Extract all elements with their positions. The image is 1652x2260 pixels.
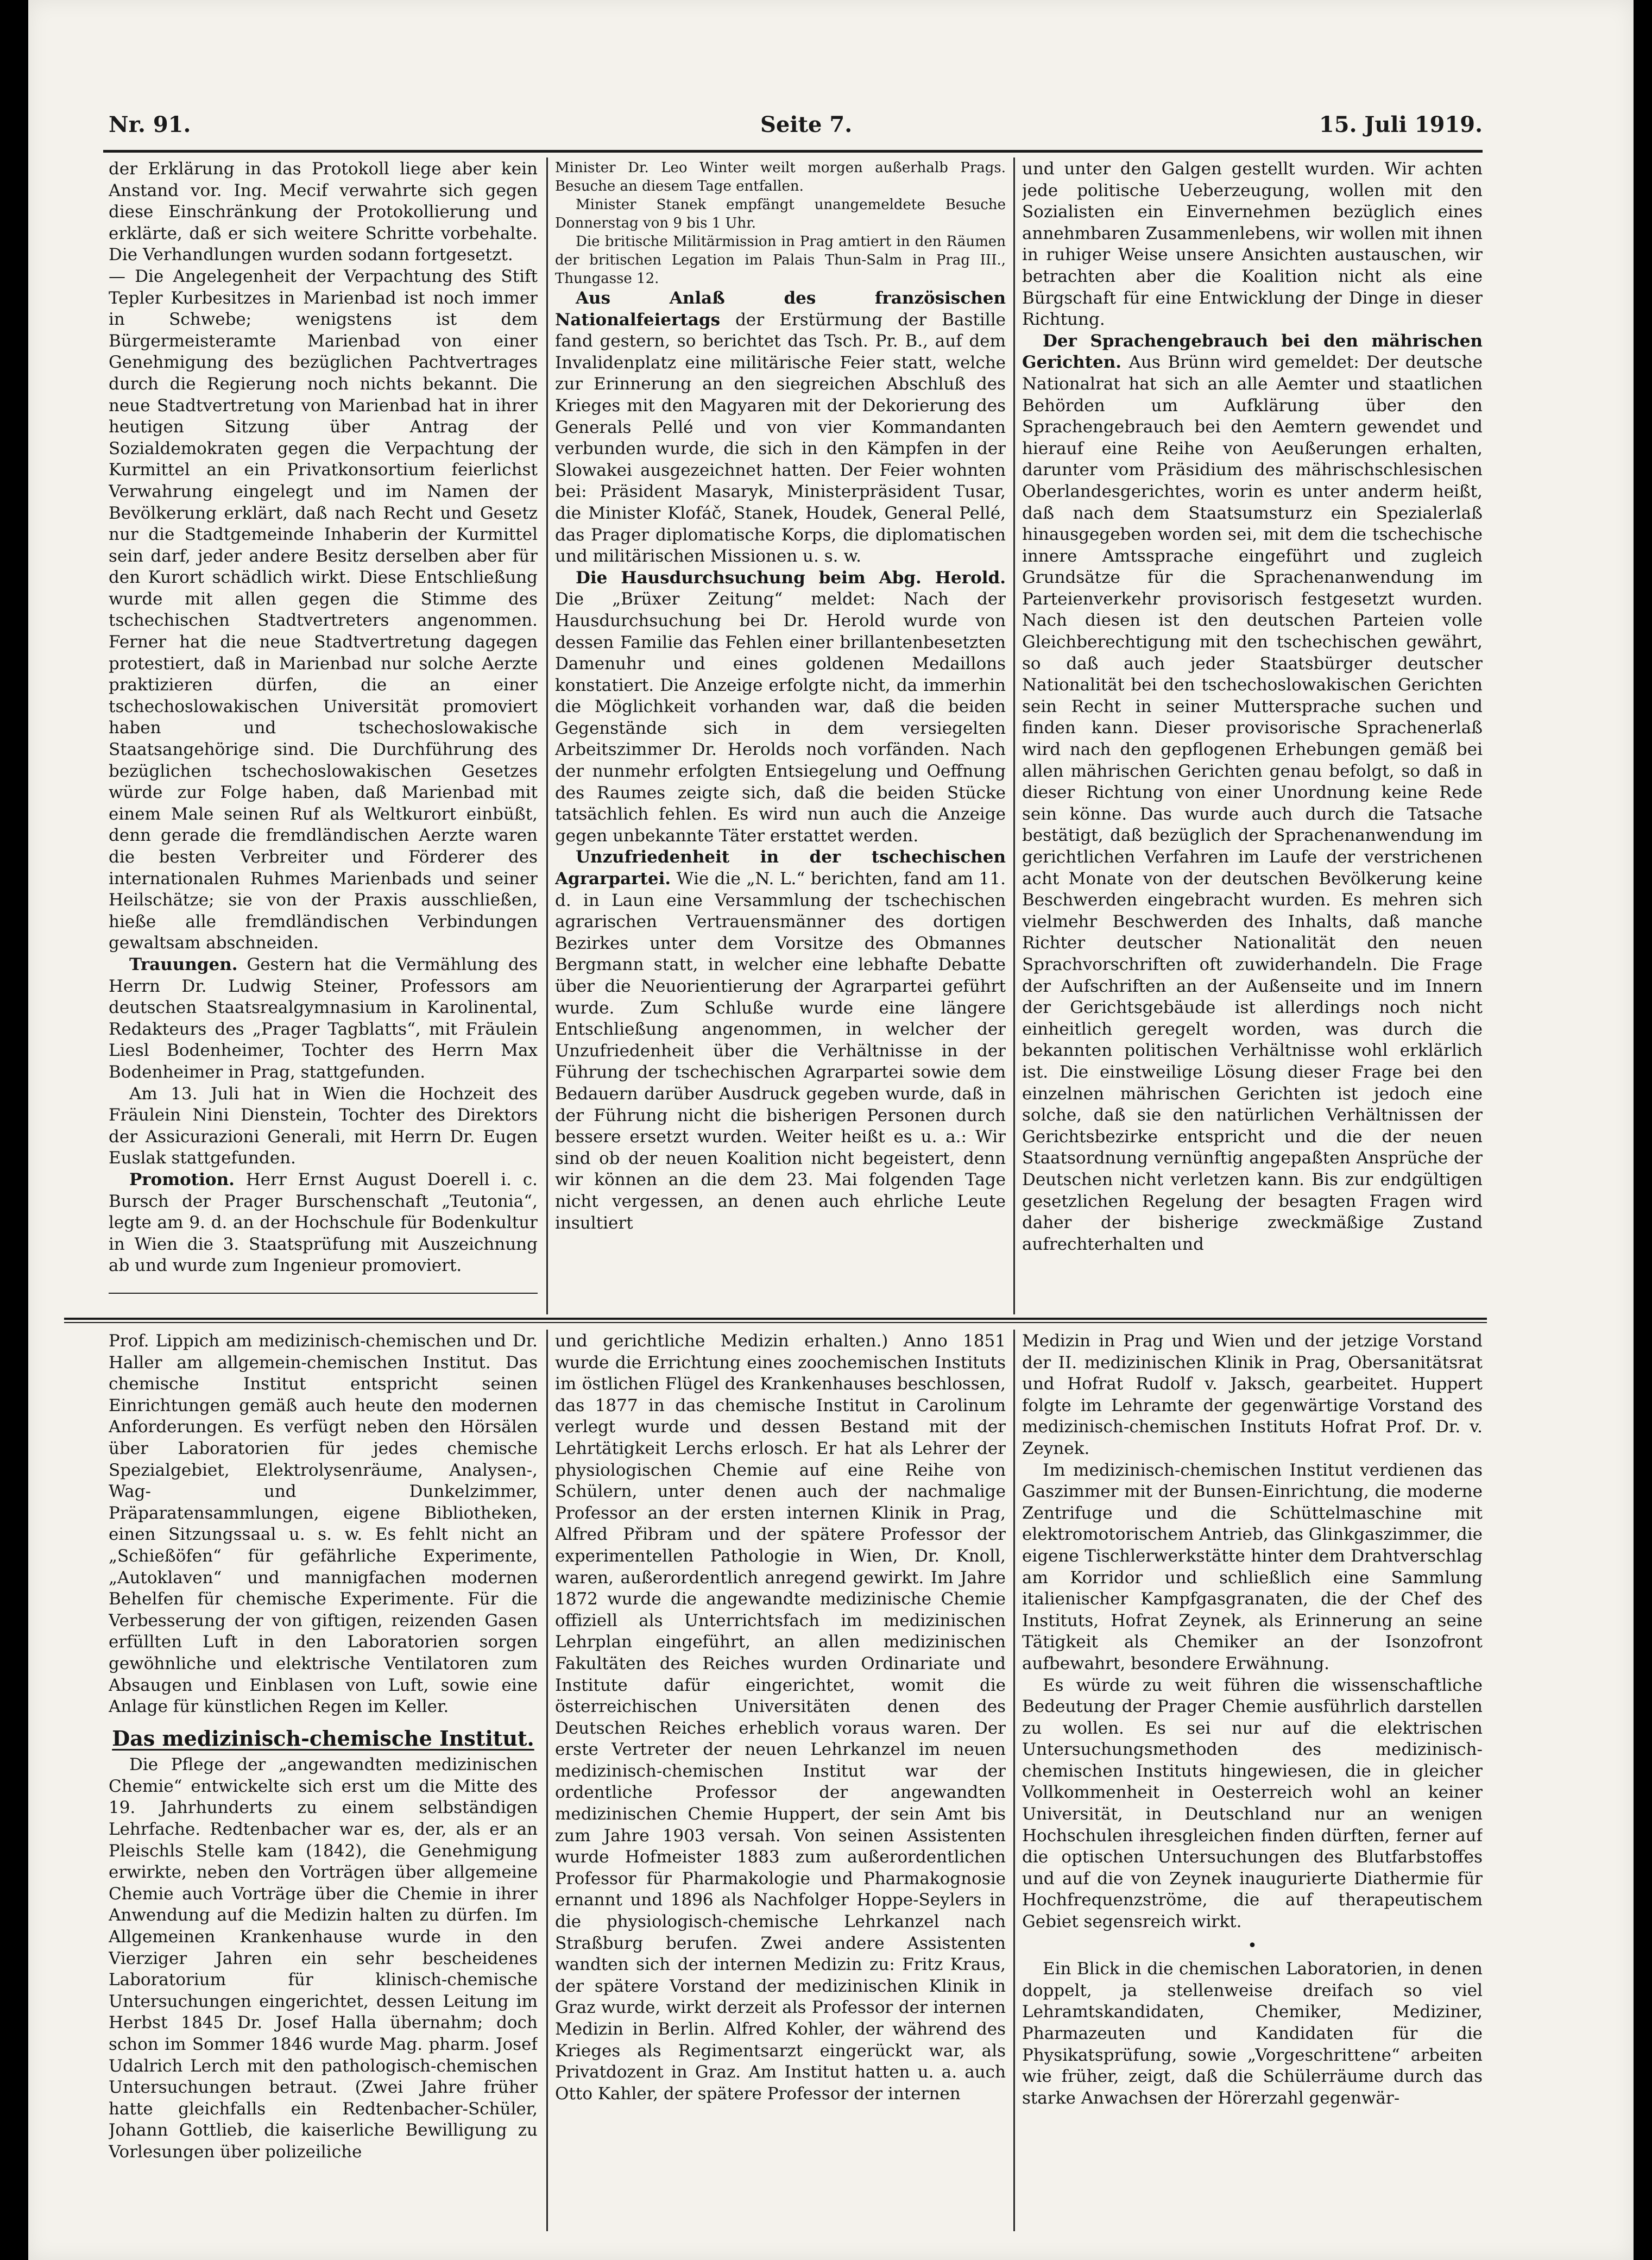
paragraph-lead: Aus Anlaß des französischen Nationalfeiertags [555,288,1006,330]
top-column-1 [109,159,538,1310]
paragraph-text: — Die Angelegenheit der Verpachtung des Stift Tepler Kurbesitzes in Marienbad ist noch immer in Schwebe; wenigstens ist dem Bürgermeisteramte Marienbad von einer Genehmigung des bezüglichen Pachtvertrages durch die Regierung noch nichts bekannt. Die neue Stadtvertretung von Marienbad hat in ihrer heutigen Sitzung über Antrag der Sozialdemokraten gegen die Verpachtung der Kurmittel an ein Privatkonsortium feierlichst Verwahrung eingelegt und im Namen der Bevölkerung erklärt, daß nach Recht und Gesetz nur die Stadtgemeinde Inhaberin der Kurmittel sein darf, jeder andere Besitz derselben aber für den Kurort schädlich wirkt. Diese Entschließung wurde mit allen gegen die Stimme des tschechischen Stadtvertreters angenommen. Ferner hat die neue Stadtvertretung dagegen protestiert, daß in Marienbad nur solche Aerzte praktizieren dürfen, die an einer tschechoslowakischen Universität promoviert haben und tschechoslowakische Staatsangehörige sind. Die Durchführung des bezüglichen tschechoslowakischen Gesetzes würde zur Folge haben, daß Marienbad mit einem Male seinen Ruf als Weltkurort einbüßt, denn gerade die fremdländischen Aerzte waren die besten Verbreiter und Förderer des internationalen Ruhmes Marienbads und seiner Heilschätze; sie von der Praxis ausschließen, hieße alle fremdländischen Verbindungen gewaltsam abschneiden. [109,266,538,953]
paragraph [1022,159,1483,331]
column-rule [546,158,548,1314]
paragraph-text: Im medizinisch-chemischen Institut verdienen das Gaszimmer mit der Bunsen-Einrichtung, die moderne Zentrifuge und die Schüttelmaschine mit elektromotorischem Antrieb, das Glinkgaszimmer, die eigene Tischlerwerkstätte hinter dem Drahtverschlag am Korridor und schließlich eine Sammlung italienischer Kampfgasgranaten, die der Chef des Instituts, Hofrat Zeynek, als Erinnerung an seine Tätigkeit als Chemiker an der Isonzofront aufbewahrt, besondere Erwähnung. [1022,1460,1483,1673]
paragraph [1022,1959,1483,2109]
scan-edge [1634,0,1652,2260]
separator-dot: • [1247,1936,1257,1955]
paragraph [109,1331,538,1718]
paragraph-lead: Die Hausdurchsuchung beim Abg. Herold. [576,568,1006,588]
section-divider [64,1318,1487,1323]
paragraph-text: der Erklärung in das Protokoll liege aber kein Anstand vor. Ing. Mecif verwahrte sich gegen diese Einschränkung der Protokollierung und erklärte, daß er sich weitere Schritte vorbehalte. Die Verhandlungen wurden sodann fortgesetzt. [109,159,538,265]
page-header [109,106,1483,144]
paragraph [555,1331,1006,2105]
paragraph [555,568,1006,847]
paragraph-text: der Erstürmung der Bastille fand gestern, so berichtet das Tsch. Pr. B., auf dem Invalidenplatz eine militärische Feier statt, welche zur Erinnerung an den siegreichen Abschluß des Krieges mit den Magyaren mit der Dekorierung des Generals Pellé und von vier Kommandanten verbunden wurde, die sich in den Kämpfen in der Slowakei ausgezeichnet hatten. Der Feier wohnten bei: Präsident Masaryk, Ministerpräsident Tusar, die Minister Klofáč, Stanek, Houdek, General Pellé, das Prager diplomatische Korps, die diplomatischen und militärischen Missionen u. s. w. [555,310,1006,566]
paragraph-text: Gestern hat die Vermählung des Herrn Dr. Ludwig Steiner, Professors am deutschen Staatsrealgymnasium in Karolinental, Redakteurs des „Prager Tagblatts“, mit Fräulein Liesl Bodenheimer, Tochter des Herrn Max Bodenheimer in Prag, stattgefunden. [109,954,538,1082]
bottom-column-3 [1022,1331,1483,2232]
top-column-2 [555,159,1006,1310]
section-heading: Das medizinisch-chemische Institut. [112,1726,534,1751]
paragraph-text: Minister Stanek empfängt unangemeldete Besuche Donnerstag von 9 bis 1 Uhr. [555,197,1006,231]
paragraph-lead: Promotion. [129,1169,235,1189]
paragraph-text: Die „Brüxer Zeitung“ meldet: Nach der Hausdurchsuchung bei Dr. Herold wurde von dessen Familie das Fehlen einer brillantenbesetzten Damenuhr und eines goldenen Medaillons konstatiert. Die Anzeige erfolgte nicht, da immerhin die Möglichkeit vorhanden war, daß die beiden Gegenstände sich in dem versiegelten Arbeitszimmer Dr. Herolds noch vorfänden. Nach der nunmehr erfolgten Entsiegelung und Oeffnung des Raumes zeigte sich, daß die beiden Stücke tatsächlich fehlen. Es wird nun auch die Anzeige gegen unbekannte Täter erstattet werden. [555,589,1006,846]
bottom-column-1 [109,1331,538,2232]
column-rule [546,1330,548,2231]
paragraph-text: und gerichtliche Medizin erhalten.) Anno 1851 wurde die Errichtung eines zoochemischen Instituts im östlichen Flügel des Krankenhauses beschlossen, das 1877 in das chemische Institut in Carolinum verlegt wurde und dessen Bestand mit der Lehrtätigkeit Lerchs erlosch. Er hat als Lehrer der physiologischen Chemie auf eine Reihe von Schülern, unter denen auch der nachmalige Professor an der ersten internen Klinik in Prag, Alfred Přibram und der spätere Professor der experimentellen Pathologie in Wien, Dr. Knoll, waren, außerordentlich anregend gewirkt. Im Jahre 1872 wurde die angewandte medizinische Chemie offiziell als Unterrichtsfach im medizinischen Lehrplan eingeführt, an allen medizinischen Fakultäten des Reiches wurden Ordinariate und Institute dafür eingerichtet, womit die österreichischen Universitäten denen des Deutschen Reiches erheblich voraus waren. Der erste Vertreter der neuen Lehrkanzel im neuen medizinisch-chemischen Institut war der ordentliche Professor der angewandten medizinischen Chemie Huppert, der sein Amt bis zum Jahre 1903 versah. Von seinen Assistenten wurde Hofmeister 1883 zum außerordentlichen Professor für Pharmakologie und Pharmakognosie ernannt und 1896 als Nachfolger Hoppe-Seylers in die physiologisch-chemische Lehrkanzel nach Straßburg berufen. Zwei andere Assistenten wandten sich der internen Medizin zu: Fritz Kraus, der spätere Vorstand der medizinischen Klinik in Graz wurde, wirkt derzeit als Professor der internen Medizin in Berlin. Alfred Kohler, der während des Krieges als Regimentsarzt eingerückt war, als Privatdozent in Graz. Am Institut hatten u. a. auch Otto Kahler, der spätere Professor der internen [555,1331,1006,2104]
paragraph-text: Ein Blick in die chemischen Laboratorien, in denen doppelt, ja stellenweise dreifach so viel Lehramtskandidaten, Chemiker, Mediziner, Pharmazeuten und Kandidaten für die Physikatsprüfung, sowie „Vorgeschrittene“ arbeiten wie früher, zeigt, daß die Schülerräume durch das starke Anwachsen der Hörerzahl gegenwär- [1022,1959,1483,2108]
paragraph-text: Die Pflege der „angewandten medizinischen Chemie“ entwickelte sich erst um die Mitte des 19. Jahrhunderts zu einem selbständigen Lehrfache. Redtenbacher war es, der, als er an Pleischls Stelle kam (1842), die Genehmigung erwirkte, neben den Vorträgen über allgemeine Chemie auch Vorträge über die Chemie in ihrer Anwendung auf die Medizin halten zu dürfen. Im Allgemeinen Krankenhause wurde in den Vierziger Jahren ein sehr bescheidenes Laboratorium für klinisch-chemische Untersuchungen eingerichtet, dessen Leitung im Herbst 1845 Dr. Josef Halla übernahm; doch schon im Sommer 1846 wurde Mag. pharm. Josef Udalrich Lerch mit den pathologisch-chemischen Untersuchungen betraut. (Zwei Jahre früher hatte gleichfalls ein Redtenbacher-Schüler, Johann Gottlieb, die kaiserliche Bewilligung zu Vorlesungen über polizeiliche [109,1755,538,2162]
column-rule [1013,1330,1015,2231]
paragraph [109,1084,538,1169]
paragraph [109,954,538,1084]
paragraph [1022,331,1483,1256]
paragraph [109,1169,538,1277]
paragraph-text: Die britische Militärmission in Prag amtiert in den Räumen der britischen Legation im Palais Thun-Salm in Prag III., Thungasse 12. [555,234,1006,287]
article-end-rule [109,1293,538,1294]
paragraph [555,847,1006,1234]
paragraph-lead: Der Sprachengebrauch bei den mährischen Gerichten. [1022,331,1483,373]
paragraph-text: Aus Brünn wird gemeldet: Der deutsche Nationalrat hat sich an alle Aemter und staatlichen Behörden um Aufklärung über den Sprachengebrauch bei den Aemtern gewendet und hierauf eine Reihe von Aeußerungen erhalten, darunter vom Präsidium des mährischschlesischen Oberlandesgerichtes, worin es unter anderm heißt, daß nach dem Staatsumsturz ein Spezialerlaß hinausgegeben worden sei, mit dem die tschechische innere Amtssprache eingeführt und zugleich Grundsätze für die Sprachenanwendung im Parteienverkehr provisorisch festgesetzt wurden. Nach diesen ist den deutschen Parteien volle Gleichberechtigung mit den tschechischen gewährt, so daß auch jeder Staatsbürger deutscher Nationalität bei den tschechoslowakischen Gerichten sein Recht in seiner Muttersprache suchen und finden kann. Dieser provisorische Sprachenerlaß wird nach den gepflogenen Erhebungen gemäß bei allen mährischen Gerichten genau befolgt, so daß in dieser Richtung von einer Unordnung keine Rede sein könne. Das wurde auch durch die Tatsache bestätigt, daß bezüglich der Sprachenanwendung im gerichtlichen Verfahren im Laufe der verstrichenen acht Monate von der deutschen Bevölkerung keine Beschwerden eingebracht wurden. Es mehren sich vielmehr Beschwerden des Inhalts, daß manche Richter deutscher Nationalität den neuen Sprachvorschriften oft zuwiderhandeln. Die Frage der Aufschriften an der Außenseite und im Innern der Gerichtsgebäude ist allerdings noch nicht einheitlich geregelt worden, was durch die bekannten politischen Verhältnisse wohl erklärlich ist. Die einstweilige Lösung dieser Frage bei den einzelnen mährischen Gerichten ist jedoch eine solche, daß sie den natürlichen Verhältnissen der Gerichtsbezirke entspricht und die der neuen Staatsordnung vernünftig angepaßten Ansprüche der Deutschen nicht verletzen kann. Bis zur endgültigen gesetzlichen Regelung der besagten Fragen wird daher der bisherige zweckmäßige Zustand aufrechterhalten und [1022,352,1483,1254]
paragraph [555,196,1006,232]
paragraph-text: Medizin in Prag und Wien und der jetzige Vorstand der II. medizinischen Klinik in Prag, Obersanitätsrat und Hofrat Rudolf v. Jaksch, gearbeitet. Huppert folgte im Lehramte der gegenwärtige Vorstand des medizinisch-chemischen Instituts Hofrat Prof. Dr. v. Zeynek. [1022,1331,1483,1458]
header-rule [103,150,1483,153]
issue-date: 15. Juli 1919. [1319,112,1483,137]
bottom-column-2 [555,1331,1006,2232]
paragraph [555,159,1006,196]
paragraph-text: Herr Ernst August Doerell i. c. Bursch der Prager Burschenschaft „Teutonia“, legte am 9. d. an der Hochschule für Bodenkultur in Wien die 3. Staatsprüfung mit Auszeichnung ab und wurde zum Ingenieur promoviert. [109,1169,538,1276]
paragraph-text: Es würde zu weit führen die wissenschaftliche Bedeutung der Prager Chemie ausführlich darstellen zu wollen. Es sei nur auf die elektrischen Untersuchungsmethoden des medizinisch-chemischen Instituts hingewiesen, die in gleicher Vollkommenheit in Oesterreich wohl an keiner Universität, in Deutschland nur an wenigen Hochschulen ihresgleichen finden dürften, ferner auf die optischen Untersuchungen des Blutfarbstoffes und auf die von Zeynek inaugurierte Diathermie für Hochfrequenzströme, die auf therapeutischem Gebiet segensreich wirkt. [1022,1675,1483,1932]
paragraph [109,159,538,266]
paragraph-lead: Unzufriedenheit in der tschechischen Agrarpartei. [555,847,1006,889]
paragraph [1022,1675,1483,1933]
paragraph [555,232,1006,288]
top-column-3 [1022,159,1483,1310]
paragraph [109,266,538,954]
paragraph [109,1754,538,2163]
paragraph-text: und unter den Galgen gestellt wurden. Wir achten jede politische Ueberzeugung, wollen mit den Sozialisten ein Einvernehmen bezüglich eines annehmbaren Zusammenlebens, wir wollen mit ihnen in ruhiger Weise unsere Ansichten austauschen, wir betrachten aber die Koalition nicht als eine Bürgschaft für eine Entwicklung der Dinge in dieser Richtung. [1022,159,1483,330]
paragraph [1022,1331,1483,1460]
paragraph-text: Wie die „N. L.“ berichten, fand am 11. d. in Laun eine Versammlung der tschechischen agrarischen Vertrauensmänner des dortigen Bezirkes unter dem Vorsitze des Obmannes Bergmann statt, in welcher eine lebhafte Debatte über die Neuorientierung der Agrarpartei geführt wurde. Zum Schluße wurde eine längere Entschließung angenommen, in welcher der Unzufriedenheit über die Verhältnisse in der Führung der tschechischen Agrarpartei sowie dem Bedauern darüber Ausdruck gegeben wurde, daß in der Führung nicht die bisherigen Personen durch bessere ersetzt wurden. Weiter heißt es u. a.: Wir sind ob der neuen Koalition nicht begeistert, denn wir können an die dem 23. Mai folgenden Tage nicht vergessen, an denen auch ehrliche Leute insultiert [555,869,1006,1233]
page-number: Seite 7. [760,112,853,137]
paragraph-text: Prof. Lippich am medizinisch-chemischen und Dr. Haller am allgemein-chemischen Institut. Das chemische Institut entspricht seinen Einrichtungen gemäß auch heute den modernen Anforderungen. Es verfügt neben den Hörsälen über Laboratorien für jedes chemische Spezialgebiet, Elektrolysenräume, Analysen-, Wag- und Dunkelzimmer, Präparatensammlungen, eigene Bibliotheken, einen Sitzungssaal u. s. w. Es fehlt nicht an „Schießöfen“ für gefährliche Experimente, „Autoklaven“ und mannigfachen modernen Behelfen für chemische Experimente. Für die Verbesserung der von giftigen, reizenden Gasen erfüllten Luft in den Laboratorien sorgen gewöhnliche und elektrische Ventilatoren zum Absaugen und Einblasen von Luft, sowie eine Anlage für künstlichen Regen im Keller. [109,1331,538,1717]
column-rule [1013,158,1015,1314]
paragraph-text: Am 13. Juli hat in Wien die Hochzeit des Fräulein Nini Dienstein, Tochter des Direktors der Assicurazioni Generali, mit Herrn Dr. Eugen Euslak stattgefunden. [109,1084,538,1168]
paragraph [1022,1460,1483,1675]
issue-number: Nr. 91. [109,112,191,137]
paragraph-text: Minister Dr. Leo Winter weilt morgen außerhalb Prags. Besuche an diesem Tage entfallen. [555,160,1006,194]
paragraph-lead: Trauungen. [129,954,238,974]
paragraph [555,288,1006,568]
